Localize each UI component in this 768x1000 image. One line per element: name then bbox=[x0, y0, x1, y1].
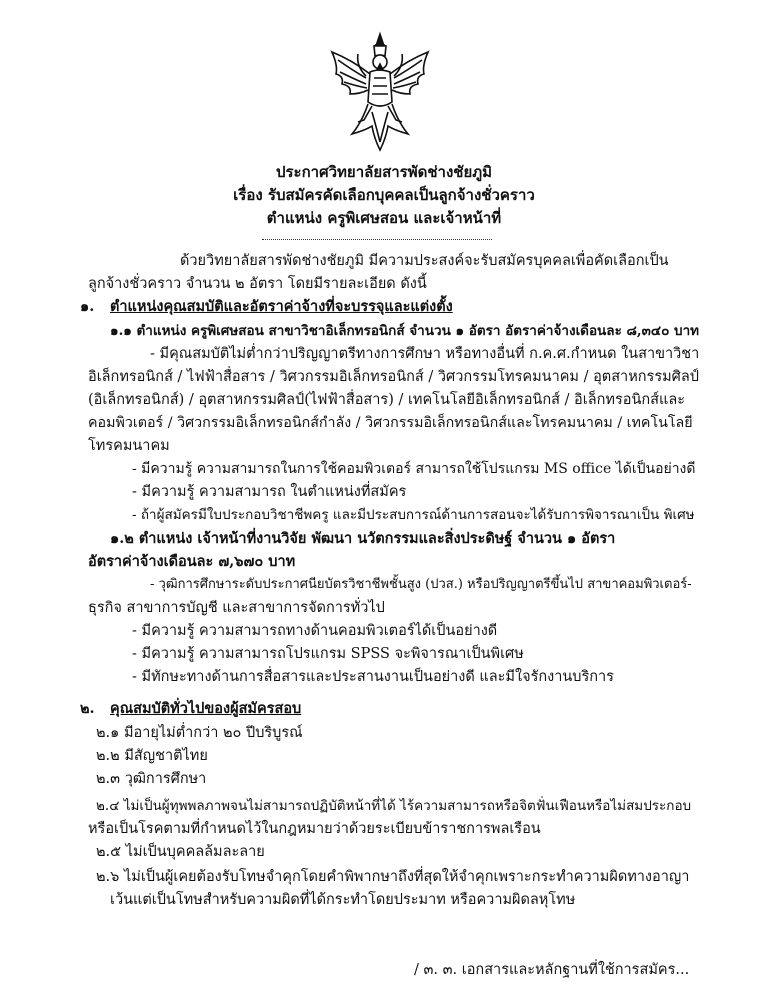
intro-line-1: ด้วยวิทยาลัยสารพัดช่างชัยภูมิ มีความประสงค์จะรับสมัครบุคคลเพื่อคัดเลือกเป็น bbox=[180, 253, 669, 269]
garuda-emblem bbox=[322, 30, 438, 158]
position-1-qual-1: - มีคุณสมบัติไม่ต่ำกว่าปริญญาตรีทางการศึกษา หรือทางอื่นที่ ก.ค.ศ.กำหนด ในสาขาวิชา bbox=[150, 346, 700, 362]
dotted-divider bbox=[262, 239, 492, 240]
position-1-qual-4: คอมพิวเตอร์ / วิศวกรรมอิเล็กทรอนิกส์กำลัง / วิศวกรรมอิเล็กทรอนิกส์และโทรคมนาคม / เทคโนโลยี bbox=[88, 415, 693, 431]
qualification-2-4a: ๒.๔ ไม่เป็นผู้ทุพพลภาพจนไม่สามารถปฏิบัติหน้าที่ได้ ไร้ความสามารถหรือจิตฟั่นเฟือนหรือไม่สมประกอบ bbox=[96, 798, 692, 814]
position-1-qual-3: (อิเล็กทรอนิกส์) / อุตสาหกรรมศิลป์(ไฟฟ้าสื่อสาร) / เทคโนโลยีอิเล็กทรอนิกส์ / อิเล็กทรอนิกส์และ bbox=[88, 392, 686, 408]
position-2-qual-1: - วุฒิการศึกษาระดับประกาศนียบัตรวิชาชีพชั้นสูง (ปวส.) หรือปริญญาตรีขึ้นไป สาขาคอมพิวเตอร์- bbox=[150, 577, 692, 592]
position-2-bullet-2: - มีความรู้ ความสามารถโปรแกรม SPSS จะพิจารณาเป็นพิเศษ bbox=[132, 646, 524, 662]
announcement-position: ตำแหน่ง ครูพิเศษสอน และเจ้าหน้าที่ bbox=[266, 209, 502, 227]
position-1-qual-5: โทรคมนาคม bbox=[88, 438, 170, 454]
position-1-qual-2: อิเล็กทรอนิกส์ / ไฟฟ้าสื่อสาร / วิศวกรรมอิเล็กทรอนิกส์ / วิศวกรรมโทรคมนาคม / อุตสาหกรรมศิลป์ bbox=[88, 369, 699, 385]
position-1-bullet-2: - มีความรู้ ความสามารถ ในตำแหน่งที่สมัคร bbox=[132, 484, 407, 500]
position-1-bullet-3: - ถ้าผู้สมัครมีใบประกอบวิชาชีพครู และมีประสบการณ์ด้านการสอนจะได้รับการพิจารณาเป็น พิเศษ bbox=[132, 507, 695, 523]
section-1-number: ๑. bbox=[80, 298, 95, 315]
continuation-note: / ๓. ๓. เอกสารและหลักฐานที่ใช้การสมัคร... bbox=[414, 962, 690, 978]
qualification-2-5: ๒.๕ ไม่เป็นบุคคลล้มละลาย bbox=[96, 844, 265, 860]
qualification-2-2: ๒.๒ มีสัญชาติไทย bbox=[96, 748, 208, 764]
qualification-2-6b: เว้นแต่เป็นโทษสำหรับความผิดที่ได้กระทำโดยประมาท หรือความผิดลหุโทษ bbox=[110, 892, 576, 908]
position-2-qual-2: ธุรกิจ สาขาการบัญชี และสาขาการจัดการทั่วไป bbox=[88, 600, 385, 616]
announcement-issuer: ประกาศวิทยาลัยสารพัดช่างชัยภูมิ bbox=[275, 163, 493, 181]
qualification-2-1: ๒.๑ มีอายุไม่ต่ำกว่า ๒๐ ปีบริบูรณ์ bbox=[96, 725, 303, 741]
position-2-bullet-1: - มีความรู้ ความสามารถทางด้านคอมพิวเตอร์ได้เป็นอย่างดี bbox=[132, 623, 498, 639]
position-1-bullet-1: - มีความรู้ ความสามารถในการใช้คอมพิวเตอร์ สามารถใช้โปรแกรม MS office ได้เป็นอย่างดี bbox=[132, 461, 696, 477]
position-1-title: ๑.๑ ตำแหน่ง ครูพิเศษสอน สาขาวิชาอิเล็กทรอนิกส์ จำนวน ๑ อัตรา อัตราค่าจ้างเดือนละ ๘,๓๔๐ บาท bbox=[110, 323, 700, 339]
announcement-subject: เรื่อง รับสมัครคัดเลือกบุคคลเป็นลูกจ้างชั่วคราว bbox=[233, 186, 535, 204]
position-2-bullet-3: - มีทักษะทางด้านการสื่อสารและประสานงานเป็นอย่างดี และมีใจรักงานบริการ bbox=[132, 669, 614, 685]
qualification-2-3: ๒.๓ วุฒิการศึกษา bbox=[96, 771, 207, 787]
section-2-title: คุณสมบัติทั่วไปของผู้สมัครสอบ bbox=[110, 700, 302, 717]
position-2-title: ๑.๒ ตำแหน่ง เจ้าหน้าที่งานวิจัย พัฒนา นวัตกรรมและสิ่งประดิษฐ์ จำนวน ๑ อัตรา bbox=[110, 530, 616, 547]
qualification-2-6a: ๒.๖ ไม่เป็นผู้เคยต้องรับโทษจำคุกโดยคำพิพากษาถึงที่สุดให้จำคุกเพราะกระทำความผิดทางอาญา bbox=[96, 869, 690, 885]
qualification-2-4b: หรือเป็นโรคตามที่กำหนดไว้ในกฎหมายว่าด้วยระเบียบข้าราชการพลเรือน bbox=[88, 821, 541, 837]
position-2-salary: อัตราค่าจ้างเดือนละ ๗,๖๗๐ บาท bbox=[88, 553, 296, 570]
section-2-number: ๒. bbox=[80, 700, 95, 717]
section-1-title: ตำแหน่งคุณสมบัติและอัตราค่าจ้างที่จะบรรจุและแต่งตั้ง bbox=[110, 298, 453, 315]
intro-line-2: ลูกจ้างชั่วคราว จำนวน ๒ อัตรา โดยมีรายละเอียด ดังนี้ bbox=[88, 276, 427, 292]
